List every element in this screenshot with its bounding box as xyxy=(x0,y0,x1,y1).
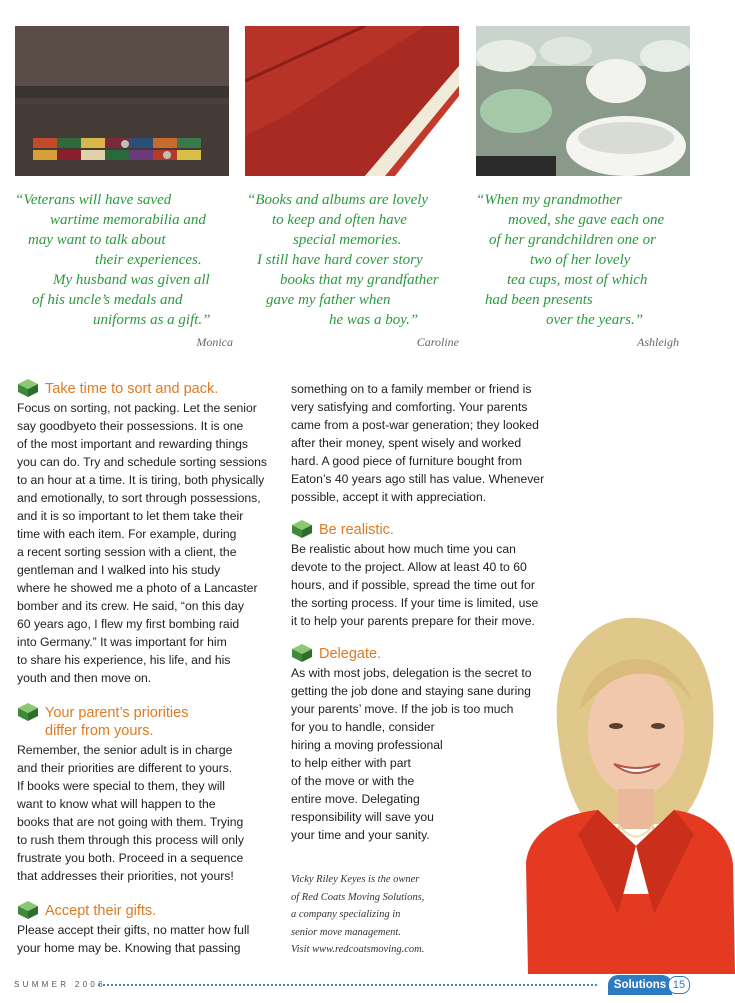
green-box-icon xyxy=(15,702,41,722)
section-body-sort: Focus on sorting, not packing. Let the senior say goodbyeto their possessions. It is one of the most important and rewarding things you can do. Try and schedule sorting sessions to an hour at a time. It is tiring, both physically and emotionally, to sort through possessions, and it is so important to let them take their time with each item. For example, during a recent sorting session with a client, the gentleman and I walked into his study where he showed me a photo of a Lancaster bomber and its crew. He said, “on this day 60 years ago, I flew my first bombing raid into Germany.” It was important for him to share his experience, his life, and his youth and then move on. xyxy=(17,401,267,685)
section-heading-priorities: Your parent’s priorities differ from yours. xyxy=(15,704,282,740)
section-body-priorities: Remember, the senior adult is in charge and their priorities are different to yours. If books were special to them, they will want to know what will happen to the books that are not going with them. Trying to rush them through this process will only frustrate you both. Proceed in a sequence that addresses their priorities, not yours! xyxy=(17,743,244,883)
author-portrait xyxy=(518,614,735,974)
section-body-realistic: Be realistic about how much time you can devote to the project. Allow at least 40 to 60 hours, and if possible, spread the time out for the sorting process. If your time is limited, use it to help your parents prepare for their move. xyxy=(291,542,539,628)
quote-attribution: Ashleigh xyxy=(637,335,679,349)
middle-column xyxy=(291,380,545,844)
section-heading-gifts: Accept their gifts. xyxy=(15,902,282,920)
page-number: 15 xyxy=(668,976,690,994)
page-footer xyxy=(0,972,735,1003)
left-column xyxy=(17,380,282,957)
quote-attribution: Monica xyxy=(196,335,233,349)
green-box-icon xyxy=(289,643,315,663)
medals-photo xyxy=(15,26,229,176)
section-heading-realistic: Be realistic. xyxy=(289,521,541,539)
section-body-delegate: As with most jobs, delegation is the secret to getting the job done and staying sane during your parents’ move. If the job is too much for you to handle, consider hiring a moving professional to help either with part of the move or with the entire move. Delegating responsibility will save you your time and your sanity. xyxy=(291,666,532,842)
quote-caroline: “Books and albums are lovely to keep and often have special memories. I still have hard cover story books that my grandfather gave my father when he was a boy.” Caroline xyxy=(245,190,459,352)
section-heading-delegate: Delegate. xyxy=(289,645,541,663)
section-heading-sort: Take time to sort and pack. xyxy=(15,380,282,398)
book-photo xyxy=(245,26,459,176)
green-box-icon xyxy=(289,519,315,539)
issue-label: SUMMER 2006 xyxy=(14,980,106,989)
author-bio: Vicky Riley Keyes is the owner of Red Coats Moving Solutions, a company specializing in senior move management. Visit www.redcoatsmoving.com. xyxy=(291,874,425,955)
footer-divider xyxy=(98,984,597,986)
green-box-icon xyxy=(15,900,41,920)
teacups-photo xyxy=(476,26,690,176)
quote-monica: “Veterans will have saved wartime memorabilia and may want to talk about their experiences. My husband was given all of his uncle’s medals and uniforms as a gift.” Monica xyxy=(15,190,235,352)
quote-ashleigh: “When my grandmother moved, she gave each one of her grandchildren one or two of her lovely tea cups, most of which had been presents over the years.” Ashleigh xyxy=(476,190,679,352)
quote-attribution: Caroline xyxy=(416,335,459,349)
section-body-gifts-continued: something on to a family member or friend is very satisfying and comforting. Your parents came from a post-war generation; they looked after their money, spent wisely and worked hard. A good piece of furniture bought from Eaton’s 40 years ago still has value. Whenever possible, accept it with appreciation. xyxy=(291,382,545,504)
green-box-icon xyxy=(15,378,41,398)
section-body-gifts: Please accept their gifts, no matter how full your home may be. Knowing that passing xyxy=(17,923,250,955)
section-badge: Solutions xyxy=(608,975,672,995)
